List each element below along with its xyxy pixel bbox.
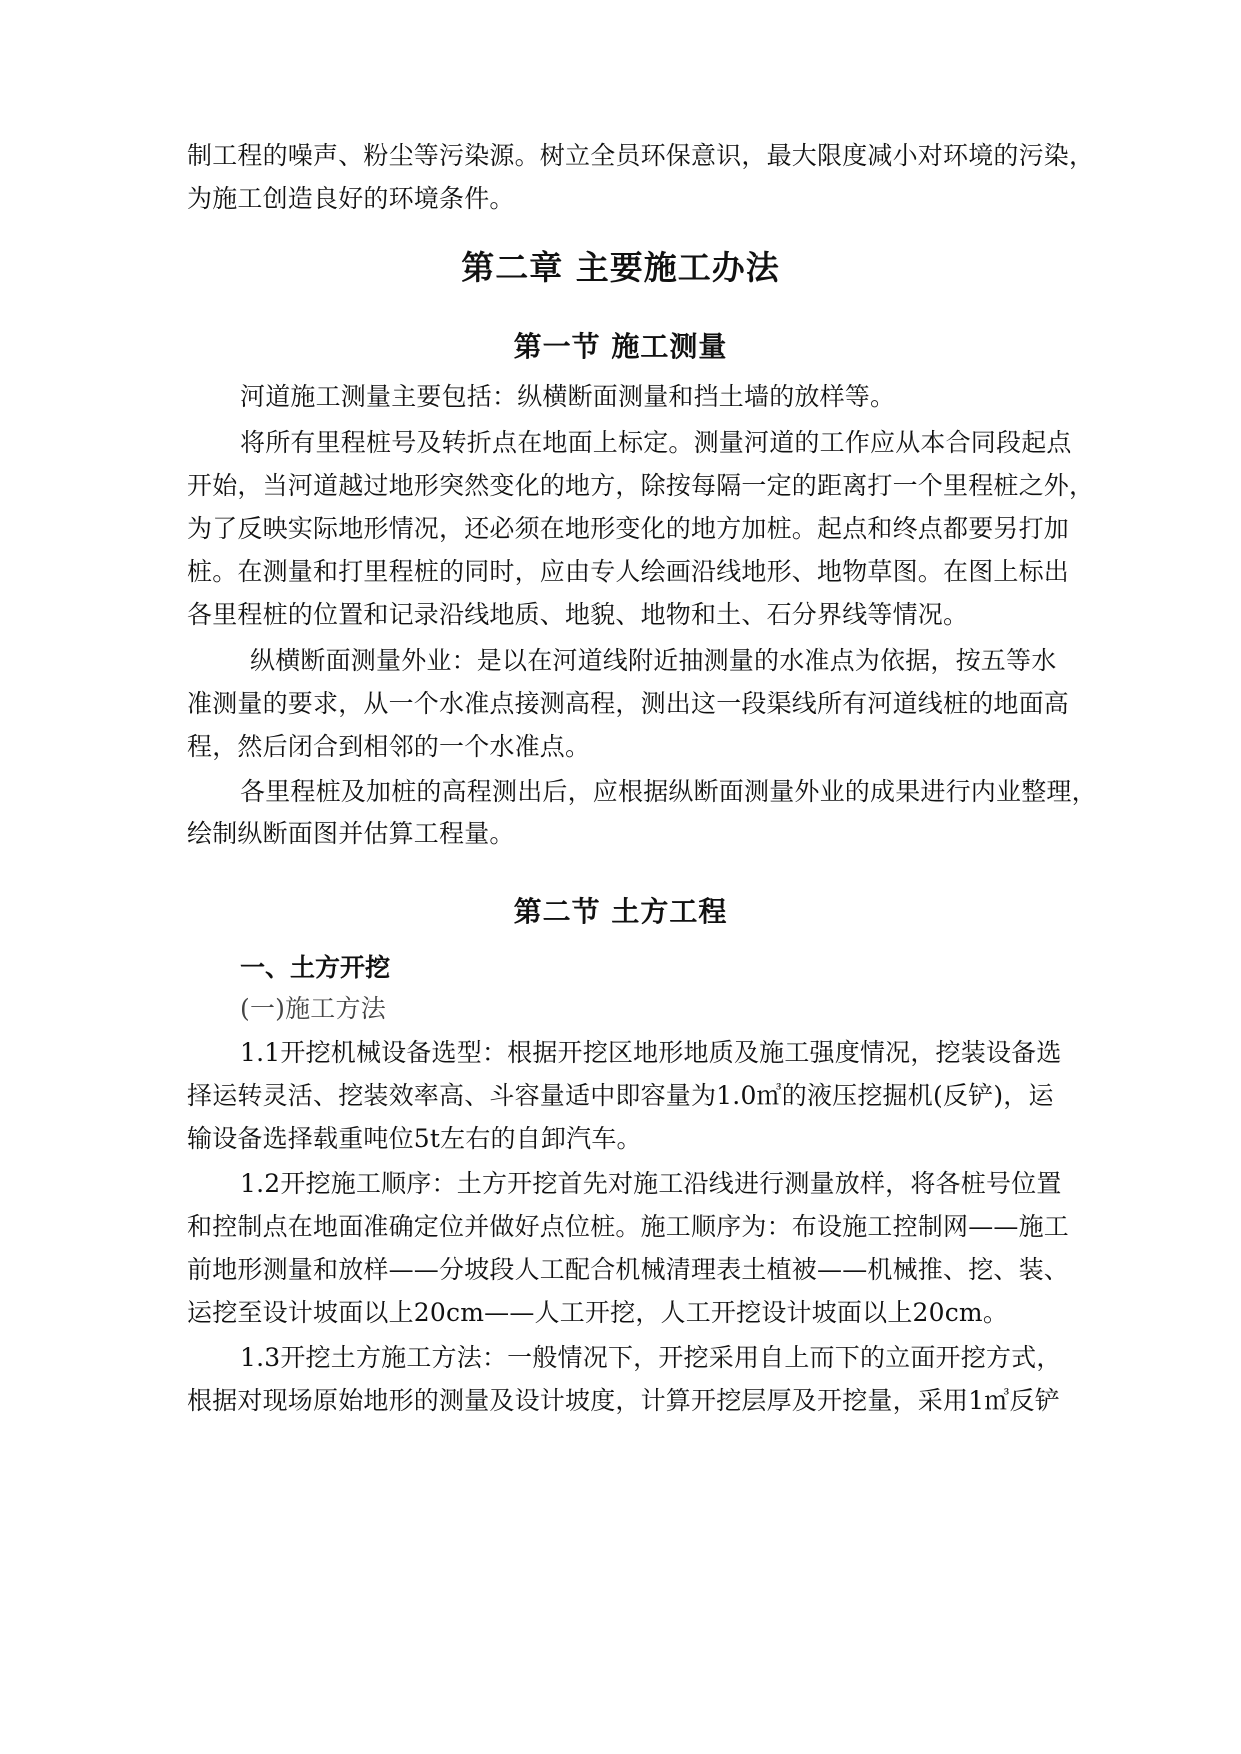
section-1-title: 第一节 施工测量 xyxy=(513,330,728,363)
s1-p2-line-1: 将所有里程桩号及转折点在地面上标定。测量河道的工作应从本合同段起点 xyxy=(240,428,1072,457)
s2-p2-line-1: 1.2开挖施工顺序：土方开挖首先对施工沿线进行测量放样，将各桩号位置 xyxy=(240,1169,1062,1198)
intro-line-1: 制工程的噪声、粉尘等污染源。树立全员环保意识，最大限度减小对环境的污染， xyxy=(187,141,1095,170)
s1-p4-line-2: 绘制纵断面图并估算工程量。 xyxy=(187,819,515,848)
s1-p2-line-5: 各里程桩的位置和记录沿线地质、地貌、地物和土、石分界线等情况。 xyxy=(187,600,969,629)
chapter-title: 第二章 主要施工办法 xyxy=(461,248,780,287)
s1-p2-line-2: 开始，当河道越过地形突然变化的地方，除按每隔一定的距离打一个里程桩之外， xyxy=(187,471,1095,500)
s2-p3-line-1: 1.3开挖土方施工方法：一般情况下，开挖采用自上而下的立面开挖方式， xyxy=(240,1343,1062,1372)
s1-p2-line-4: 桩。在测量和打里程桩的同时，应由专人绘画沿线地形、地物草图。在图上标出 xyxy=(187,557,1070,586)
s1-p3-line-3: 程，然后闭合到相邻的一个水准点。 xyxy=(187,732,591,761)
s2-p2-line-3: 前地形测量和放样——分坡段人工配合机械清理表土植被——机械推、挖、装、 xyxy=(187,1255,1070,1284)
section-2-title: 第二节 土方工程 xyxy=(513,895,728,928)
s2-subheading-1: 一、土方开挖 xyxy=(240,953,391,982)
s1-paragraph-1: 河道施工测量主要包括：纵横断面测量和挡土墙的放样等。 xyxy=(240,382,896,411)
s2-p2-line-2: 和控制点在地面准确定位并做好点位桩。施工顺序为：布设施工控制网——施工 xyxy=(187,1212,1070,1241)
s2-subheading-1-1: (一)施工方法 xyxy=(240,994,386,1023)
s2-p2-line-4: 运挖至设计坡面以上20cm——人工开挖，人工开挖设计坡面以上20cm。 xyxy=(187,1298,1009,1327)
intro-line-2: 为施工创造良好的环境条件。 xyxy=(187,184,515,213)
s2-p3-line-2: 根据对现场原始地形的测量及设计坡度，计算开挖层厚及开挖量，采用1㎥反铲 xyxy=(187,1386,1060,1415)
s2-p1-line-2: 择运转灵活、挖装效率高、斗容量适中即容量为1.0㎥的液压挖掘机(反铲)，运 xyxy=(187,1081,1054,1110)
s2-p1-line-3: 输设备选择载重吨位5t左右的自卸汽车。 xyxy=(187,1124,642,1153)
s1-p3-line-2: 准测量的要求，从一个水准点接测高程，测出这一段渠线所有河道线桩的地面高 xyxy=(187,689,1070,718)
s1-p2-line-3: 为了反映实际地形情况，还必须在地形变化的地方加桩。起点和终点都要另打加 xyxy=(187,514,1070,543)
s2-p1-line-1: 1.1开挖机械设备选型：根据开挖区地形地质及施工强度情况，挖装设备选 xyxy=(240,1038,1062,1067)
s1-p3-line-1: 纵横断面测量外业：是以在河道线附近抽测量的水准点为依据，按五等水 xyxy=(250,646,1057,675)
s1-p4-line-1: 各里程桩及加桩的高程测出后，应根据纵断面测量外业的成果进行内业整理， xyxy=(240,777,1097,806)
